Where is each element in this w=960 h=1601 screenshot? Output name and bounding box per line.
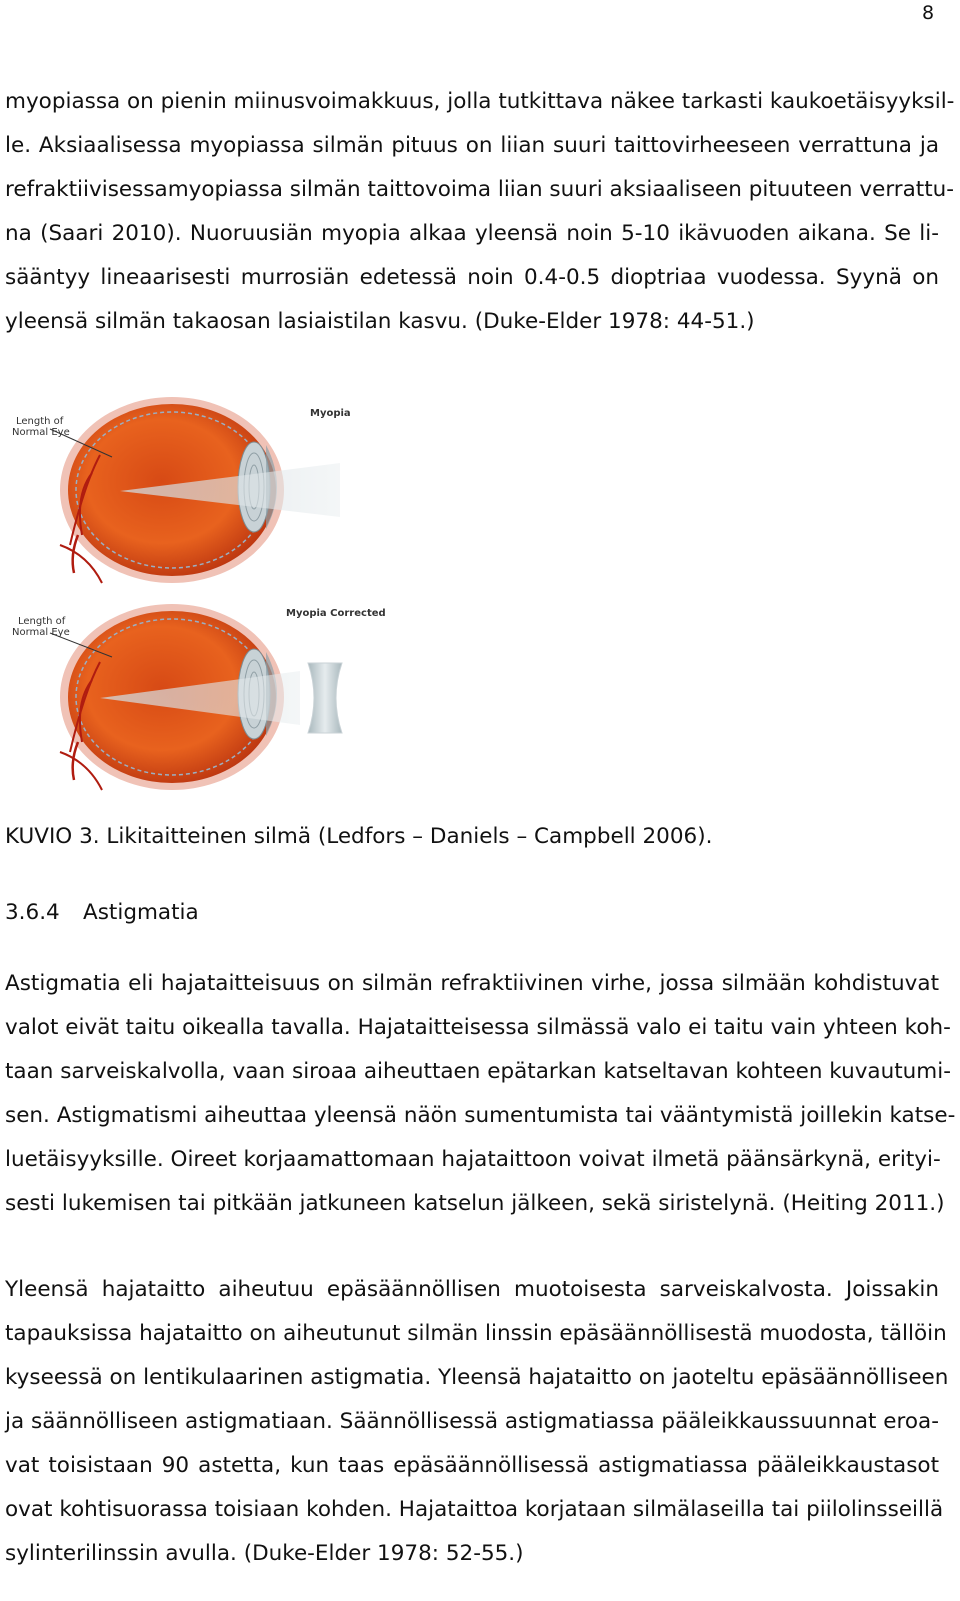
text-line: le. Aksiaalisessa myopiassa silmän pituus on liian suuri taittovirheeseen verrattuna ja bbox=[5, 133, 939, 158]
label-length-line1: Length of bbox=[18, 616, 66, 627]
text-line: myopiassa on pienin miinusvoimakkuus, jolla tutkittava näkee tarkasti kaukoetäisyyksil- bbox=[5, 89, 955, 114]
section-title: Astigmatia bbox=[83, 900, 199, 925]
text-line: vat toisistaan 90 astetta, kun taas epäsäännöllisessä astigmatiassa pääleikkaustasot bbox=[5, 1453, 939, 1478]
corrective-concave-lens bbox=[308, 663, 342, 733]
text-line: sesti lukemisen tai pitkään jatkuneen katselun jälkeen, sekä siristelynä. (Heiting 2011.) bbox=[5, 1191, 945, 1216]
text-line: valot eivät taitu oikealla tavalla. Hajataitteisessa silmässä valo ei taitu vain yhteen koh- bbox=[5, 1015, 951, 1040]
text-line: refraktiivisessamyopiassa silmän taittovoima liian suuri aksiaaliseen pituuteen verrattu- bbox=[5, 177, 955, 202]
figure-caption: KUVIO 3. Likitaitteinen silmä (Ledfors – Daniels – Campbell 2006). bbox=[5, 824, 713, 849]
label-length-line2: Normal Eye bbox=[12, 427, 70, 438]
paragraph-hajataitto bbox=[5, 1268, 949, 1576]
text-line: Yleensä hajataitto aiheutuu epäsäännöllisen muotoisesta sarveiskalvosta. Joissakin bbox=[5, 1277, 939, 1302]
text-line: na (Saari 2010). Nuoruusiän myopia alkaa yleensä noin 5-10 ikävuoden aikana. Se li- bbox=[5, 221, 939, 246]
page-number: 8 bbox=[922, 2, 935, 24]
text-line: sääntyy lineaarisesti murrosiän edetessä noin 0.4-0.5 dioptriaa vuodessa. Syynä on bbox=[5, 265, 939, 290]
text-line: taan sarveiskalvolla, vaan siroaa aiheuttaen epätarkan katseltavan kohteen kuvautumi- bbox=[5, 1059, 951, 1084]
panel-title-myopia: Myopia bbox=[310, 408, 351, 419]
section-number: 3.6.4 bbox=[5, 900, 60, 925]
label-length-line1: Length of bbox=[16, 416, 64, 427]
paragraph-myopia bbox=[5, 80, 955, 344]
text-line: ja säännölliseen astigmatiaan. Säännöllisessä astigmatiassa pääleikkaussuunnat eroa- bbox=[5, 1409, 939, 1434]
section-heading bbox=[5, 898, 199, 928]
text-line: luetäisyyksille. Oireet korjaamattomaan hajataittoon voivat ilmetä päänsärkynä, erityi- bbox=[5, 1147, 941, 1172]
text-line: Astigmatia eli hajataitteisuus on silmän refraktiivinen virhe, jossa silmään kohdistuvat bbox=[5, 971, 939, 996]
text-line: sylinterilinssin avulla. (Duke-Elder 1978: 52-55.) bbox=[5, 1541, 524, 1566]
label-length-line2: Normal Eye bbox=[12, 627, 70, 638]
myopia-panel bbox=[12, 397, 351, 583]
panel-title-myopia-corrected: Myopia Corrected bbox=[286, 608, 386, 619]
text-line: tapauksissa hajataitto on aiheutunut silmän linssin epäsäännöllisestä muodosta, tällöin bbox=[5, 1321, 947, 1346]
text-line: sen. Astigmatismi aiheuttaa yleensä näön sumentumista tai vääntymistä joillekin katse- bbox=[5, 1103, 956, 1128]
myopia-corrected-panel bbox=[12, 604, 386, 790]
myopia-eye-figure bbox=[0, 395, 400, 805]
paragraph-astigmatia bbox=[5, 962, 956, 1226]
text-line: yleensä silmän takaosan lasiaistilan kasvu. (Duke-Elder 1978: 44-51.) bbox=[5, 309, 755, 334]
text-line: kyseessä on lentikulaarinen astigmatia. Yleensä hajataitto on jaoteltu epäsäännölliseen bbox=[5, 1365, 949, 1390]
text-line: ovat kohtisuorassa toisiaan kohden. Hajataittoa korjataan silmälaseilla tai piilolinsseillä bbox=[5, 1497, 944, 1522]
